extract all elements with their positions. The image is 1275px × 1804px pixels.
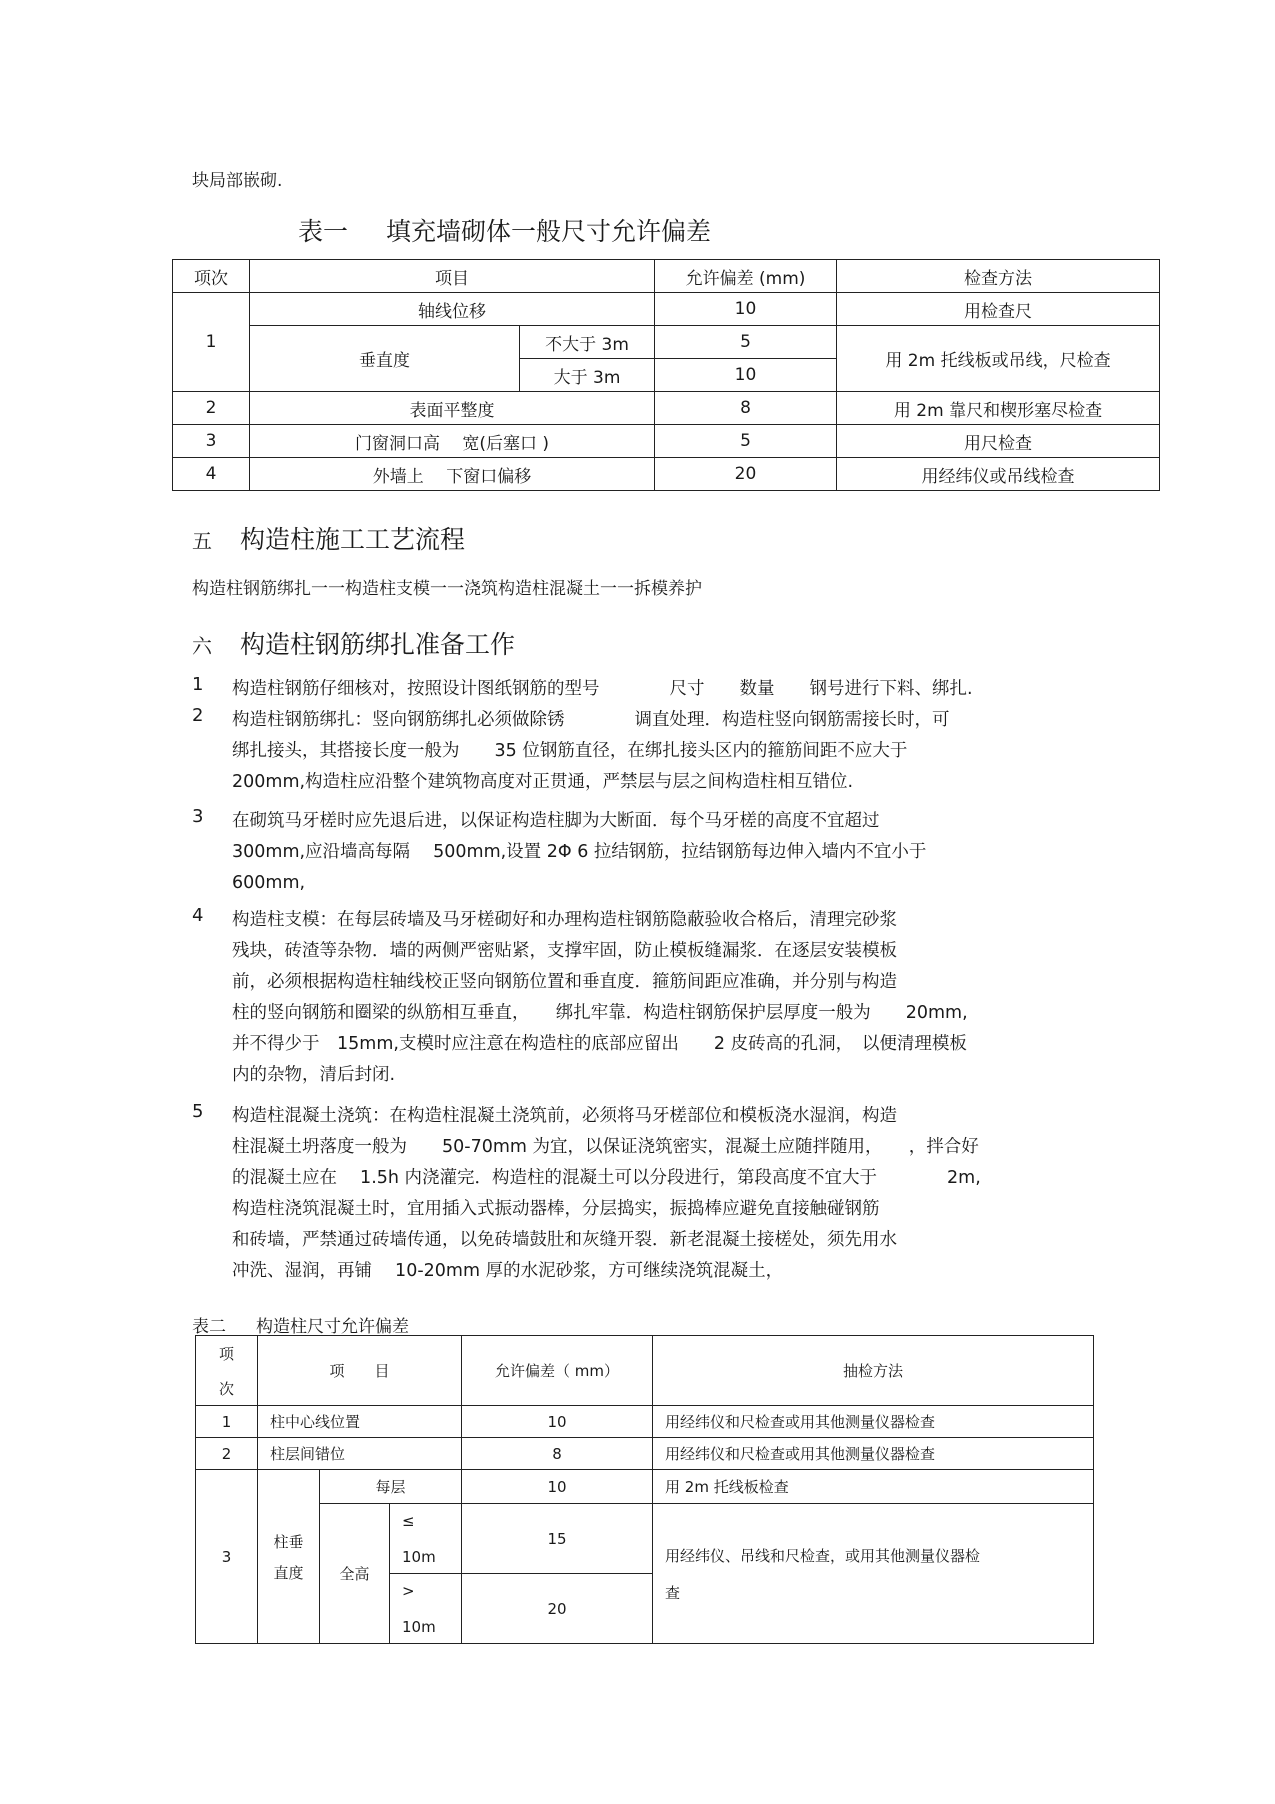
list-item-line: 的混凝土应在 1.5h 内浇灌完．构造柱的混凝土可以分段进行，第段高度不宜大于 2m, bbox=[232, 1168, 981, 1188]
table1-cell-value: 20 bbox=[655, 458, 837, 491]
section5-number: 五 bbox=[192, 529, 212, 553]
table2-cell-subitem: 全高 bbox=[320, 1504, 390, 1644]
table2-group-line2: 直度 bbox=[273, 1563, 304, 1582]
table1-header-no: 项次 bbox=[173, 260, 250, 293]
table2-cell-value: 15 bbox=[462, 1504, 653, 1574]
table-row bbox=[173, 293, 1160, 326]
table2-header-row bbox=[196, 1336, 1094, 1406]
section6-title: 构造柱钢筋绑扎准备工作 bbox=[240, 630, 516, 659]
table1-cell-item: 轴线位移 bbox=[250, 293, 655, 326]
table1-cell-method: 用检查尺 bbox=[837, 293, 1160, 326]
list-item-line: 柱的竖向钢筋和圈梁的纵筋相互垂直， 绑扎牢靠．构造柱钢筋保护层厚度一般为 20mm, bbox=[232, 1003, 968, 1023]
table2-title-label: 表二 bbox=[192, 1317, 226, 1337]
table2-title bbox=[192, 1312, 409, 1337]
table2-title-text: 构造柱尺寸允许偏差 bbox=[256, 1317, 409, 1337]
list-item-line: 构造柱浇筑混凝土时，宜用插入式振动器棒，分层捣实，振捣棒应避免直接触碰钢筋 bbox=[232, 1199, 880, 1219]
section5-title: 构造柱施工工艺流程 bbox=[240, 525, 466, 554]
list-item-line: 构造柱支模：在每层砖墙及马牙槎砌好和办理构造柱钢筋隐蔽验收合格后，清理完砂浆 bbox=[232, 910, 897, 930]
table2-cell-no: 1 bbox=[196, 1406, 258, 1438]
list-item-line: 柱混凝土坍落度一般为 50-70mm 为宜，以保证浇筑密实，混凝土应随拌随用， ，拌合好 bbox=[232, 1137, 979, 1157]
table1-cell-no: 3 bbox=[173, 425, 250, 458]
table2-cell-method: 用 2m 托线板检查 bbox=[653, 1470, 1094, 1504]
flow-text: 构造柱钢筋绑扎一一构造柱支模一一浇筑构造柱混凝土一一拆模养护 bbox=[192, 579, 702, 599]
table1-cell-item: 外墙上 下窗口偏移 bbox=[250, 458, 655, 491]
table2-cell-no: 3 bbox=[196, 1470, 258, 1644]
table2-cell-method: 用经纬仪和尺检查或用其他测量仪器检查 bbox=[653, 1438, 1094, 1470]
table-row bbox=[173, 425, 1160, 458]
table1-cell-value: 5 bbox=[655, 326, 837, 359]
list-item-line: 600mm, bbox=[232, 873, 306, 893]
table2-cell-value: 10 bbox=[462, 1470, 653, 1504]
table1-cell-method: 用经纬仪或吊线检查 bbox=[837, 458, 1160, 491]
list-item-line: 残块，砖渣等杂物．墙的两侧严密贴紧，支撑牢固，防止模板缝漏浆．在逐层安装模板 bbox=[232, 941, 897, 961]
table2-cell-method: 用经纬仪和尺检查或用其他测量仪器检查 bbox=[653, 1406, 1094, 1438]
list-item-line: 构造柱钢筋绑扎：竖向钢筋绑扎必须做除锈 调直处理．构造柱竖向钢筋需接长时，可 bbox=[232, 710, 950, 730]
section6-heading bbox=[192, 625, 515, 661]
section5-heading bbox=[192, 520, 465, 556]
table2-header-value: 允许偏差（ mm） bbox=[462, 1336, 653, 1406]
table2-method-line2: 查 bbox=[665, 1583, 681, 1602]
table1 bbox=[172, 259, 1160, 491]
table-row bbox=[196, 1438, 1094, 1470]
table2-header-no-line2: 次 bbox=[218, 1379, 234, 1398]
table1-header-item: 项目 bbox=[250, 260, 655, 293]
table1-cell-no: 4 bbox=[173, 458, 250, 491]
table2-cell-item: 柱中心线位置 bbox=[258, 1406, 462, 1438]
list-item-line: 200mm,构造柱应沿整个建筑物高度对正贯通，严禁层与层之间构造柱相互错位. bbox=[232, 772, 854, 792]
table2-cell-no: 2 bbox=[196, 1438, 258, 1470]
table1-cell-method: 用 2m 托线板或吊线，尺检查 bbox=[837, 326, 1160, 392]
table2-gt-symbol: > bbox=[402, 1581, 415, 1600]
intro-text: 块局部嵌砌. bbox=[192, 171, 283, 191]
table2-method-line1: 用经纬仪、吊线和尺检查，或用其他测量仪器检 bbox=[665, 1546, 981, 1565]
list-item-line: 构造柱混凝土浇筑：在构造柱混凝土浇筑前，必须将马牙槎部位和模板浇水湿润，构造 bbox=[232, 1106, 897, 1126]
table2-header-no bbox=[196, 1336, 258, 1406]
list-item-number: 4 bbox=[192, 905, 204, 926]
table-row bbox=[196, 1406, 1094, 1438]
list-item-line: 并不得少于 15mm,支模时应注意在构造柱的底部应留出 2 皮砖高的孔洞， 以便清理模板 bbox=[232, 1034, 967, 1054]
table2 bbox=[195, 1335, 1094, 1644]
table2-header-item: 项 目 bbox=[258, 1336, 462, 1406]
list-item-line: 和砖墙，严禁通过砖墙传通，以免砖墙鼓肚和灰缝开裂．新老混凝土接槎处，须先用水 bbox=[232, 1230, 897, 1250]
table2-cell-value: 20 bbox=[462, 1574, 653, 1644]
table1-header-value: 允许偏差 (mm) bbox=[655, 260, 837, 293]
table-row bbox=[173, 326, 1160, 359]
table1-cell-item: 表面平整度 bbox=[250, 392, 655, 425]
table1-header-row bbox=[173, 260, 1160, 293]
list-item-line: 内的杂物，清后封闭. bbox=[232, 1065, 396, 1085]
table1-cell-no: 2 bbox=[173, 392, 250, 425]
table1-header-method: 检查方法 bbox=[837, 260, 1160, 293]
table-row bbox=[196, 1470, 1094, 1504]
table2-cell-group bbox=[258, 1470, 320, 1644]
table-row bbox=[173, 392, 1160, 425]
list-item-line: 前，必须根据构造柱轴线校正竖向钢筋位置和垂直度．箍筋间距应准确，并分别与构造 bbox=[232, 972, 897, 992]
table1-title bbox=[298, 212, 711, 248]
table2-group-line1: 柱垂 bbox=[273, 1532, 304, 1551]
list-item-number: 2 bbox=[192, 705, 204, 726]
table1-title-label: 表一 bbox=[298, 217, 349, 246]
table2-cell-item: 柱层间错位 bbox=[258, 1438, 462, 1470]
table1-cell-subitem: 不大于 3m bbox=[520, 326, 655, 359]
table2-cell-value: 8 bbox=[462, 1438, 653, 1470]
table2-header-no-line1: 项 bbox=[218, 1344, 234, 1363]
list-item-line: 构造柱钢筋仔细核对，按照设计图纸钢筋的型号 尺寸 数量 钢号进行下料、绑扎. bbox=[232, 679, 973, 699]
table1-cell-value: 10 bbox=[655, 359, 837, 392]
table1-title-text: 填充墙砌体一般尺寸允许偏差 bbox=[386, 217, 712, 246]
table1-cell-no: 1 bbox=[173, 293, 250, 392]
list-item-number: 1 bbox=[192, 674, 204, 695]
table1-cell-value: 8 bbox=[655, 392, 837, 425]
table1-cell-item: 门窗洞口高 宽(后塞口 ) bbox=[250, 425, 655, 458]
table1-cell-method: 用尺检查 bbox=[837, 425, 1160, 458]
table1-cell-value: 10 bbox=[655, 293, 837, 326]
list-item-line: 在砌筑马牙槎时应先退后进，以保证构造柱脚为大断面．每个马牙槎的高度不宜超过 bbox=[232, 811, 880, 831]
table2-cell-height bbox=[390, 1504, 462, 1574]
list-item-line: 绑扎接头，其搭接长度一般为 35 位钢筋直径，在绑扎接头区内的箍筋间距不应大于 bbox=[232, 741, 908, 761]
table1-cell-method: 用 2m 靠尺和楔形塞尽检查 bbox=[837, 392, 1160, 425]
list-item-number: 5 bbox=[192, 1101, 204, 1122]
table-row bbox=[173, 458, 1160, 491]
table1-cell-value: 5 bbox=[655, 425, 837, 458]
list-item-line: 300mm,应沿墙高每隔 500mm,设置 2Φ 6 拉结钢筋，拉结钢筋每边伸入墙内不宜小于 bbox=[232, 842, 927, 862]
table-row bbox=[196, 1504, 1094, 1574]
table2-cell-value: 10 bbox=[462, 1406, 653, 1438]
table1-cell-subitem: 大于 3m bbox=[520, 359, 655, 392]
table1-cell-item: 垂直度 bbox=[250, 326, 520, 392]
list-item-line: 冲洗、湿润，再铺 10-20mm 厚的水泥砂浆，方可继续浇筑混凝土， bbox=[232, 1261, 784, 1281]
table2-le-symbol: ≤ bbox=[402, 1511, 415, 1530]
table2-cell-height bbox=[390, 1574, 462, 1644]
list-item-number: 3 bbox=[192, 806, 204, 827]
table2-gt-height: 10m bbox=[402, 1617, 436, 1636]
section6-number: 六 bbox=[192, 634, 212, 658]
table2-le-height: 10m bbox=[402, 1547, 436, 1566]
table2-cell-method bbox=[653, 1504, 1094, 1644]
table2-header-method: 抽检方法 bbox=[653, 1336, 1094, 1406]
table2-cell-subitem: 每层 bbox=[320, 1470, 462, 1504]
